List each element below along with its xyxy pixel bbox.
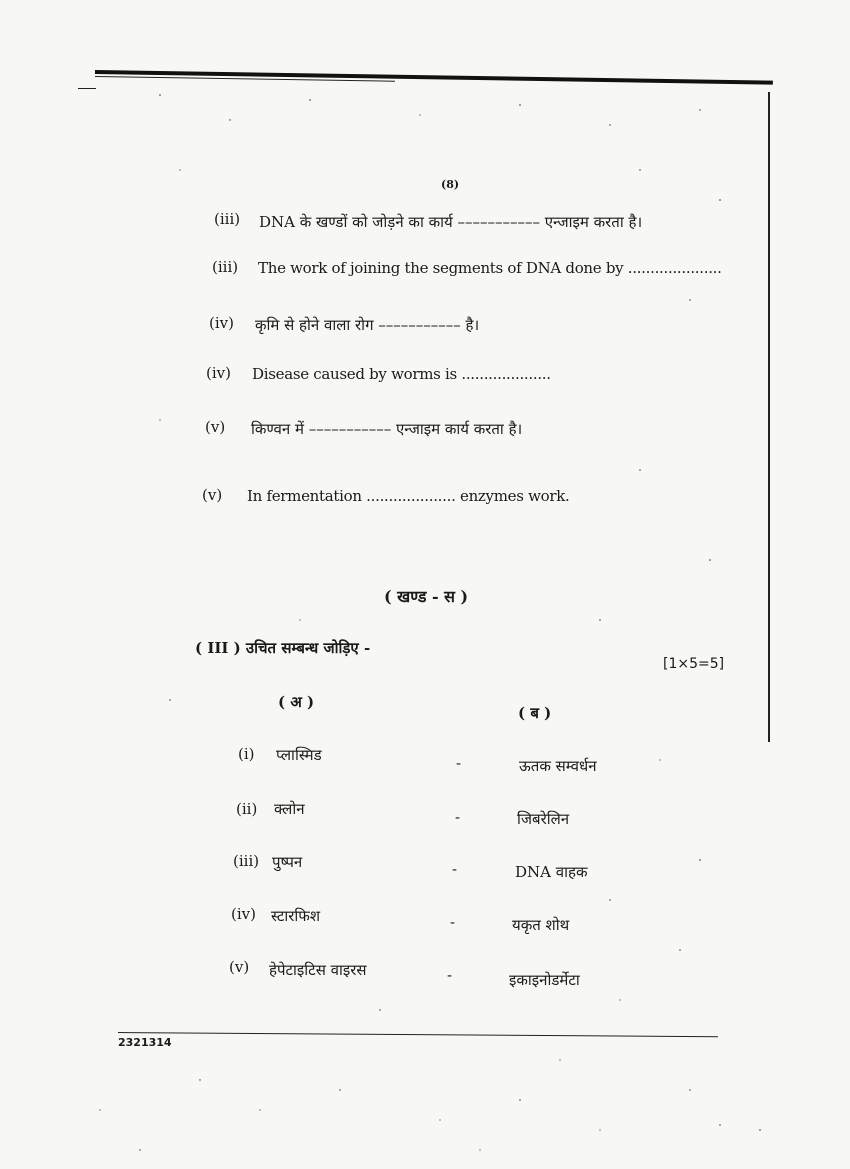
match-row-num: (ii)	[236, 800, 258, 818]
match-dash: -	[447, 966, 453, 984]
match-row-b: ऊतक सम्वर्धन	[519, 757, 597, 775]
match-row-b: इकाइनोडर्मेटा	[509, 971, 580, 989]
match-heading: ( III ) उचित सम्बन्ध जोड़िए -	[195, 639, 371, 657]
match-row-a: प्लास्मिड	[276, 746, 322, 764]
match-row-b: यकृत शोथ	[512, 916, 570, 934]
match-dash: -	[455, 808, 461, 826]
match-row-num: (i)	[238, 745, 255, 763]
question-num: (iii)	[212, 258, 239, 276]
column-a-header: ( अ )	[278, 693, 315, 711]
question-text: किण्वन में ––––––––––– एन्जाइम कार्य करता है।	[251, 420, 523, 438]
section-title: ( खण्ड - स )	[384, 587, 469, 606]
match-row-a: स्टारफिश	[271, 907, 321, 925]
question-num: (iii)	[214, 210, 241, 228]
question-text: Disease caused by worms is ....................	[252, 365, 551, 383]
match-row-a: पुष्पन	[272, 853, 303, 871]
match-dash: -	[452, 860, 458, 878]
question-text: कृमि से होने वाला रोग ––––––––––– है।	[255, 316, 480, 334]
match-dash: -	[450, 913, 456, 931]
match-dash: -	[456, 754, 462, 772]
match-row-num: (iii)	[233, 852, 260, 870]
question-num: (iv)	[209, 314, 234, 332]
match-row-num: (iv)	[231, 905, 256, 923]
paper-code: 2321314	[118, 1036, 172, 1049]
match-row-b: DNA वाहक	[515, 863, 588, 881]
match-row-b: जिबरेलिन	[517, 810, 570, 828]
page-number: (8)	[441, 178, 460, 191]
question-text: The work of joining the segments of DNA done by .....................	[258, 259, 722, 277]
marks-badge: [1×5=5]	[663, 656, 725, 672]
question-num: (v)	[202, 486, 223, 504]
question-text: DNA के खण्डों को जोड़ने का कार्य ––––––––––– एन्जाइम करता है।	[259, 213, 643, 231]
column-b-header: ( ब )	[518, 704, 552, 722]
question-text: In fermentation .................... enzymes work.	[247, 487, 570, 505]
question-num: (v)	[205, 418, 226, 436]
match-row-a: क्लोन	[274, 800, 305, 818]
question-num: (iv)	[206, 364, 231, 382]
match-row-a: हेपेटाइटिस वाइरस	[269, 961, 367, 979]
match-row-num: (v)	[229, 958, 250, 976]
